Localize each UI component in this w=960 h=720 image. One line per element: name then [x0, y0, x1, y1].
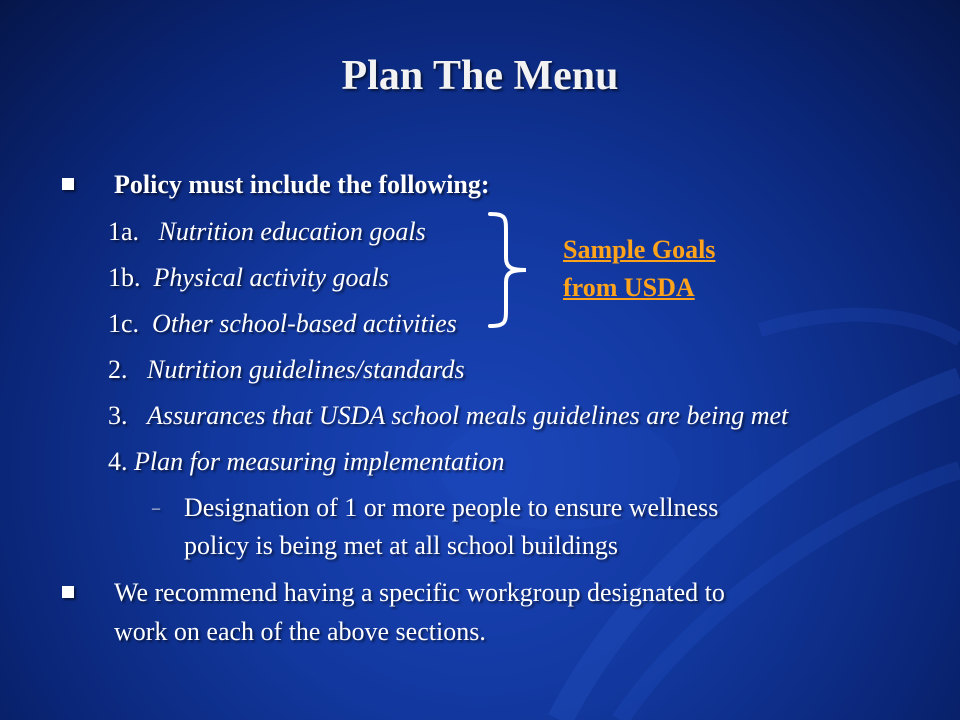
list-item-text: Plan for measuring implementation	[134, 447, 505, 476]
list-item-1b	[108, 263, 389, 293]
sub-item-line-2: policy is being met at all school buildings	[184, 531, 619, 560]
list-item-2	[108, 355, 465, 385]
bullet-marker	[62, 586, 74, 598]
bullet-marker	[62, 178, 74, 190]
list-item-1a	[108, 217, 426, 247]
bullet-recommendation-line-2: work on each of the above sections.	[114, 617, 486, 646]
list-item-number: 1c.	[108, 309, 140, 338]
bullet-policy-heading: Policy must include the following:	[114, 170, 490, 199]
list-item-number: 2.	[108, 355, 128, 384]
slide-title: Plan The Menu	[341, 53, 619, 99]
list-item-number: 1a.	[108, 217, 140, 246]
sub-bullet-dash: –	[152, 500, 160, 517]
list-item-number: 1b.	[108, 263, 141, 292]
right-curly-brace	[486, 208, 530, 332]
sample-goals-link[interactable]	[563, 231, 715, 307]
list-item-text: Nutrition guidelines/standards	[147, 355, 465, 384]
list-item-text: Other school-based activities	[152, 309, 457, 338]
list-item-1c	[108, 309, 457, 339]
sub-item-line-1: Designation of 1 or more people to ensure wellness	[184, 493, 719, 522]
list-item-number: 4.	[108, 447, 128, 476]
list-item-number: 3.	[108, 401, 128, 430]
bullet-recommendation-line-1: We recommend having a specific workgroup designated to	[114, 578, 725, 607]
list-item-4	[108, 447, 504, 477]
list-item-text: Physical activity goals	[153, 263, 389, 292]
list-item-text: Nutrition education goals	[158, 217, 426, 246]
list-item-text: Assurances that USDA school meals guidelines are being met	[147, 401, 789, 430]
link-line-1[interactable]: Sample Goals	[563, 235, 716, 264]
link-line-2[interactable]: from USDA	[563, 273, 695, 302]
list-item-3	[108, 401, 788, 431]
